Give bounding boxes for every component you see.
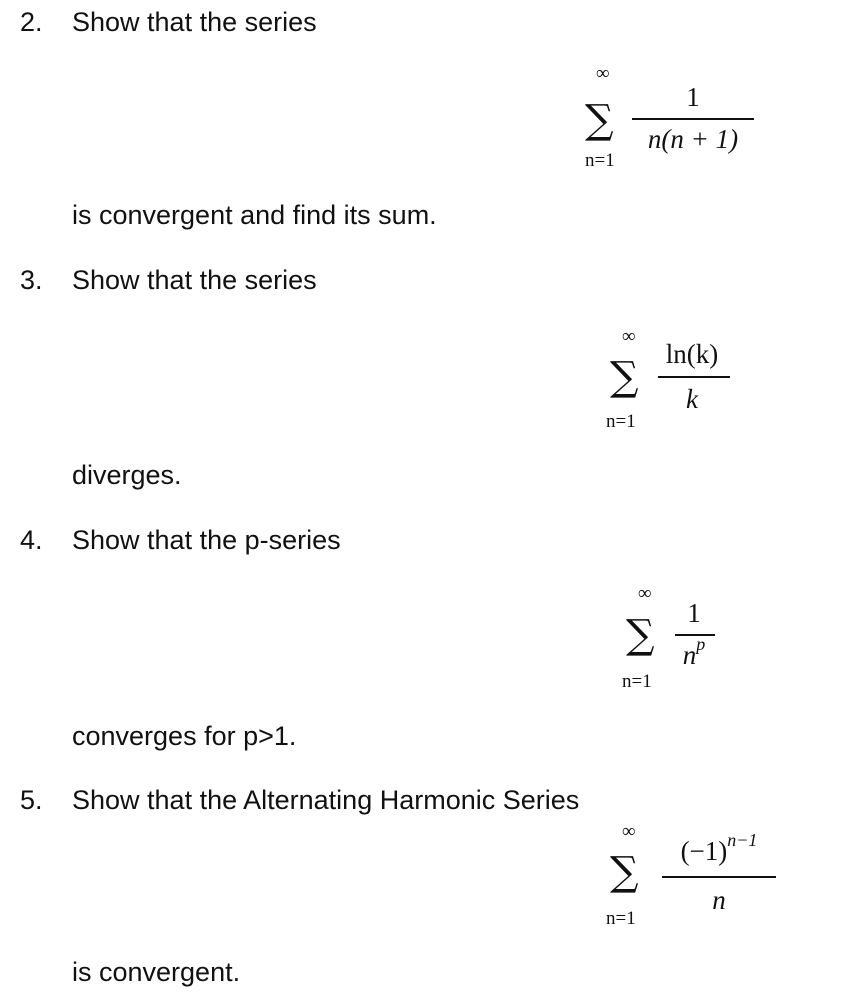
problem-statement: Show that the p-series (72, 525, 341, 555)
problem-number: 2. (20, 7, 43, 37)
problem-number: 4. (20, 525, 43, 555)
problem-number: 3. (20, 265, 43, 295)
fraction-bar (632, 118, 754, 120)
sum-upper-limit: ∞ (622, 326, 636, 347)
fraction-numerator: ln(k) (665, 339, 719, 369)
sum-upper-limit: ∞ (622, 821, 636, 842)
sum-lower-limit: n=1 (606, 908, 636, 929)
problem-statement: Show that the series (72, 265, 317, 295)
problem-conclusion: converges for p>1. (72, 721, 297, 751)
fraction-denominator: n(n + 1) (647, 124, 739, 154)
sum-lower-limit: n=1 (585, 150, 615, 171)
problem-statement: Show that the Alternating Harmonic Series (72, 785, 580, 815)
sum-upper-limit: ∞ (638, 583, 652, 604)
fraction-numerator: 1 (687, 598, 701, 628)
fraction-bar (658, 376, 730, 378)
fraction-denominator: k (686, 384, 698, 414)
fraction-numerator: 1 (686, 82, 700, 112)
sum-lower-limit: n=1 (622, 671, 652, 692)
problem-conclusion: is convergent and find its sum. (72, 200, 437, 230)
sum-upper-limit: ∞ (596, 63, 610, 84)
fraction-denominator: $n^p$ (682, 634, 706, 670)
sigma-symbol: ∑ (585, 97, 614, 143)
fraction-numerator: $(-1)^{n-1}$ (680, 830, 758, 866)
sigma-symbol: ∑ (626, 612, 655, 658)
problem-statement: Show that the series (72, 7, 317, 37)
sigma-symbol: ∑ (610, 849, 639, 895)
problem-conclusion: is convergent. (72, 957, 241, 987)
sigma-symbol: ∑ (610, 354, 639, 400)
problem-number: 5. (20, 785, 43, 815)
sum-lower-limit: n=1 (606, 411, 636, 432)
problem-conclusion: diverges. (72, 460, 182, 490)
fraction-denominator: n (712, 885, 726, 915)
fraction-bar (662, 876, 776, 878)
fraction-bar (675, 634, 715, 636)
